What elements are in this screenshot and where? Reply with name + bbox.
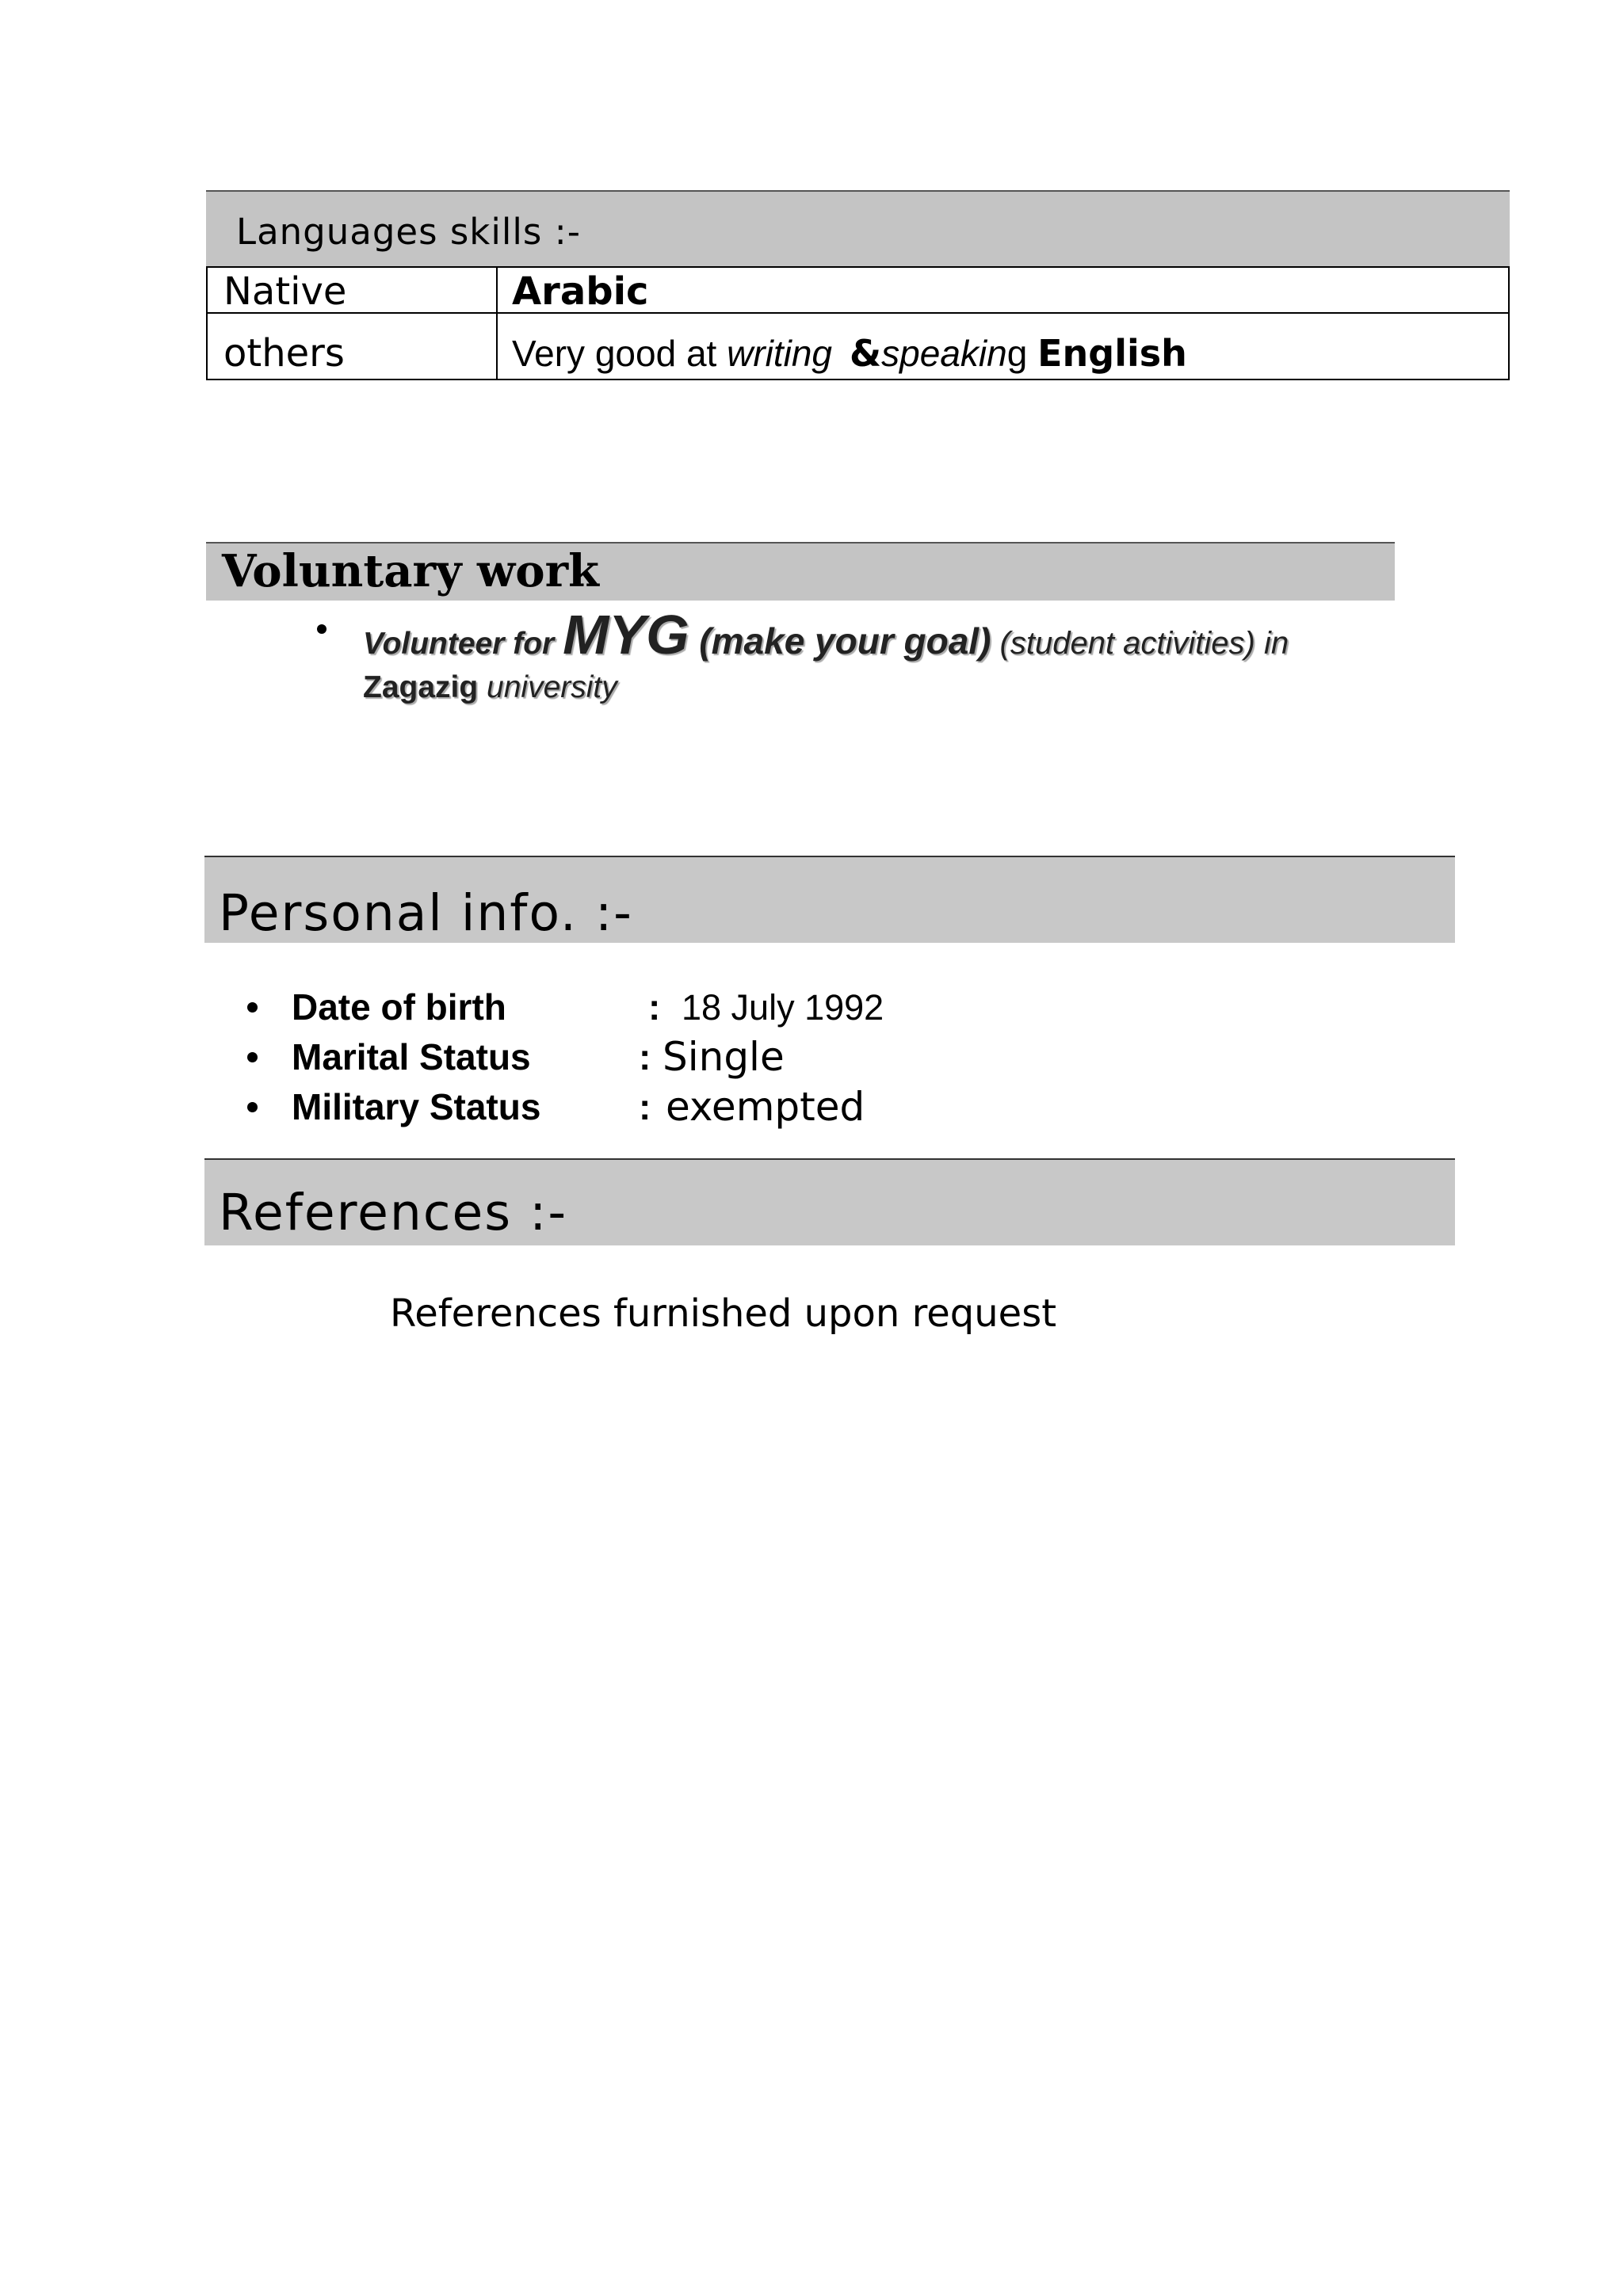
info-colon: :	[648, 986, 661, 1028]
language-text: English	[1037, 332, 1187, 375]
bullet-icon	[247, 1102, 258, 1112]
info-label: Military Status	[292, 1086, 541, 1127]
info-value: 18 July 1992	[682, 987, 884, 1028]
language-value	[498, 314, 1508, 379]
languages-table	[206, 190, 1510, 380]
bullet-icon	[317, 624, 327, 634]
list-item	[247, 1032, 1198, 1082]
info-value: Single	[663, 1034, 785, 1080]
voluntary-heading: Voluntary work	[222, 545, 599, 597]
list-item	[247, 1082, 1198, 1132]
info-colon: :	[639, 1086, 651, 1127]
voluntary-header	[206, 542, 1395, 601]
personal-list	[247, 982, 1198, 1132]
language-text: g	[1006, 333, 1038, 374]
bullet-icon	[247, 1002, 258, 1013]
voluntary-org-full: (make your goal)	[689, 620, 991, 662]
voluntary-org: MYG	[563, 604, 689, 666]
languages-heading: Languages skills :-	[236, 211, 581, 253]
language-row-others	[206, 314, 1510, 380]
language-text: speakin	[881, 333, 1007, 374]
references-text: References furnished upon request	[390, 1291, 1057, 1336]
voluntary-text: university	[478, 670, 617, 704]
info-value: exempted	[666, 1084, 865, 1130]
voluntary-line	[363, 604, 1393, 670]
language-row-native	[206, 266, 1510, 314]
language-label: others	[208, 314, 498, 379]
personal-heading: Personal info. :-	[219, 884, 633, 942]
language-text: writing	[727, 333, 833, 374]
voluntary-item	[363, 604, 1393, 705]
language-text: &	[850, 332, 882, 375]
personal-header	[204, 856, 1455, 943]
voluntary-line	[363, 670, 1393, 705]
voluntary-place: Zagazig	[363, 670, 479, 704]
voluntary-activity: (student activities) in	[991, 626, 1289, 661]
languages-header	[206, 190, 1510, 266]
language-value: Arabic	[512, 269, 649, 314]
info-label: Date of birth	[292, 986, 506, 1028]
bullet-icon	[247, 1052, 258, 1062]
language-text: Very good at	[512, 333, 727, 374]
voluntary-text: Volunteer for	[363, 627, 563, 661]
info-label: Marital Status	[292, 1036, 531, 1077]
references-header	[204, 1158, 1455, 1245]
references-heading: References :-	[219, 1184, 568, 1241]
language-label: Native	[208, 268, 498, 312]
list-item	[247, 982, 1198, 1032]
info-colon: :	[639, 1036, 651, 1077]
